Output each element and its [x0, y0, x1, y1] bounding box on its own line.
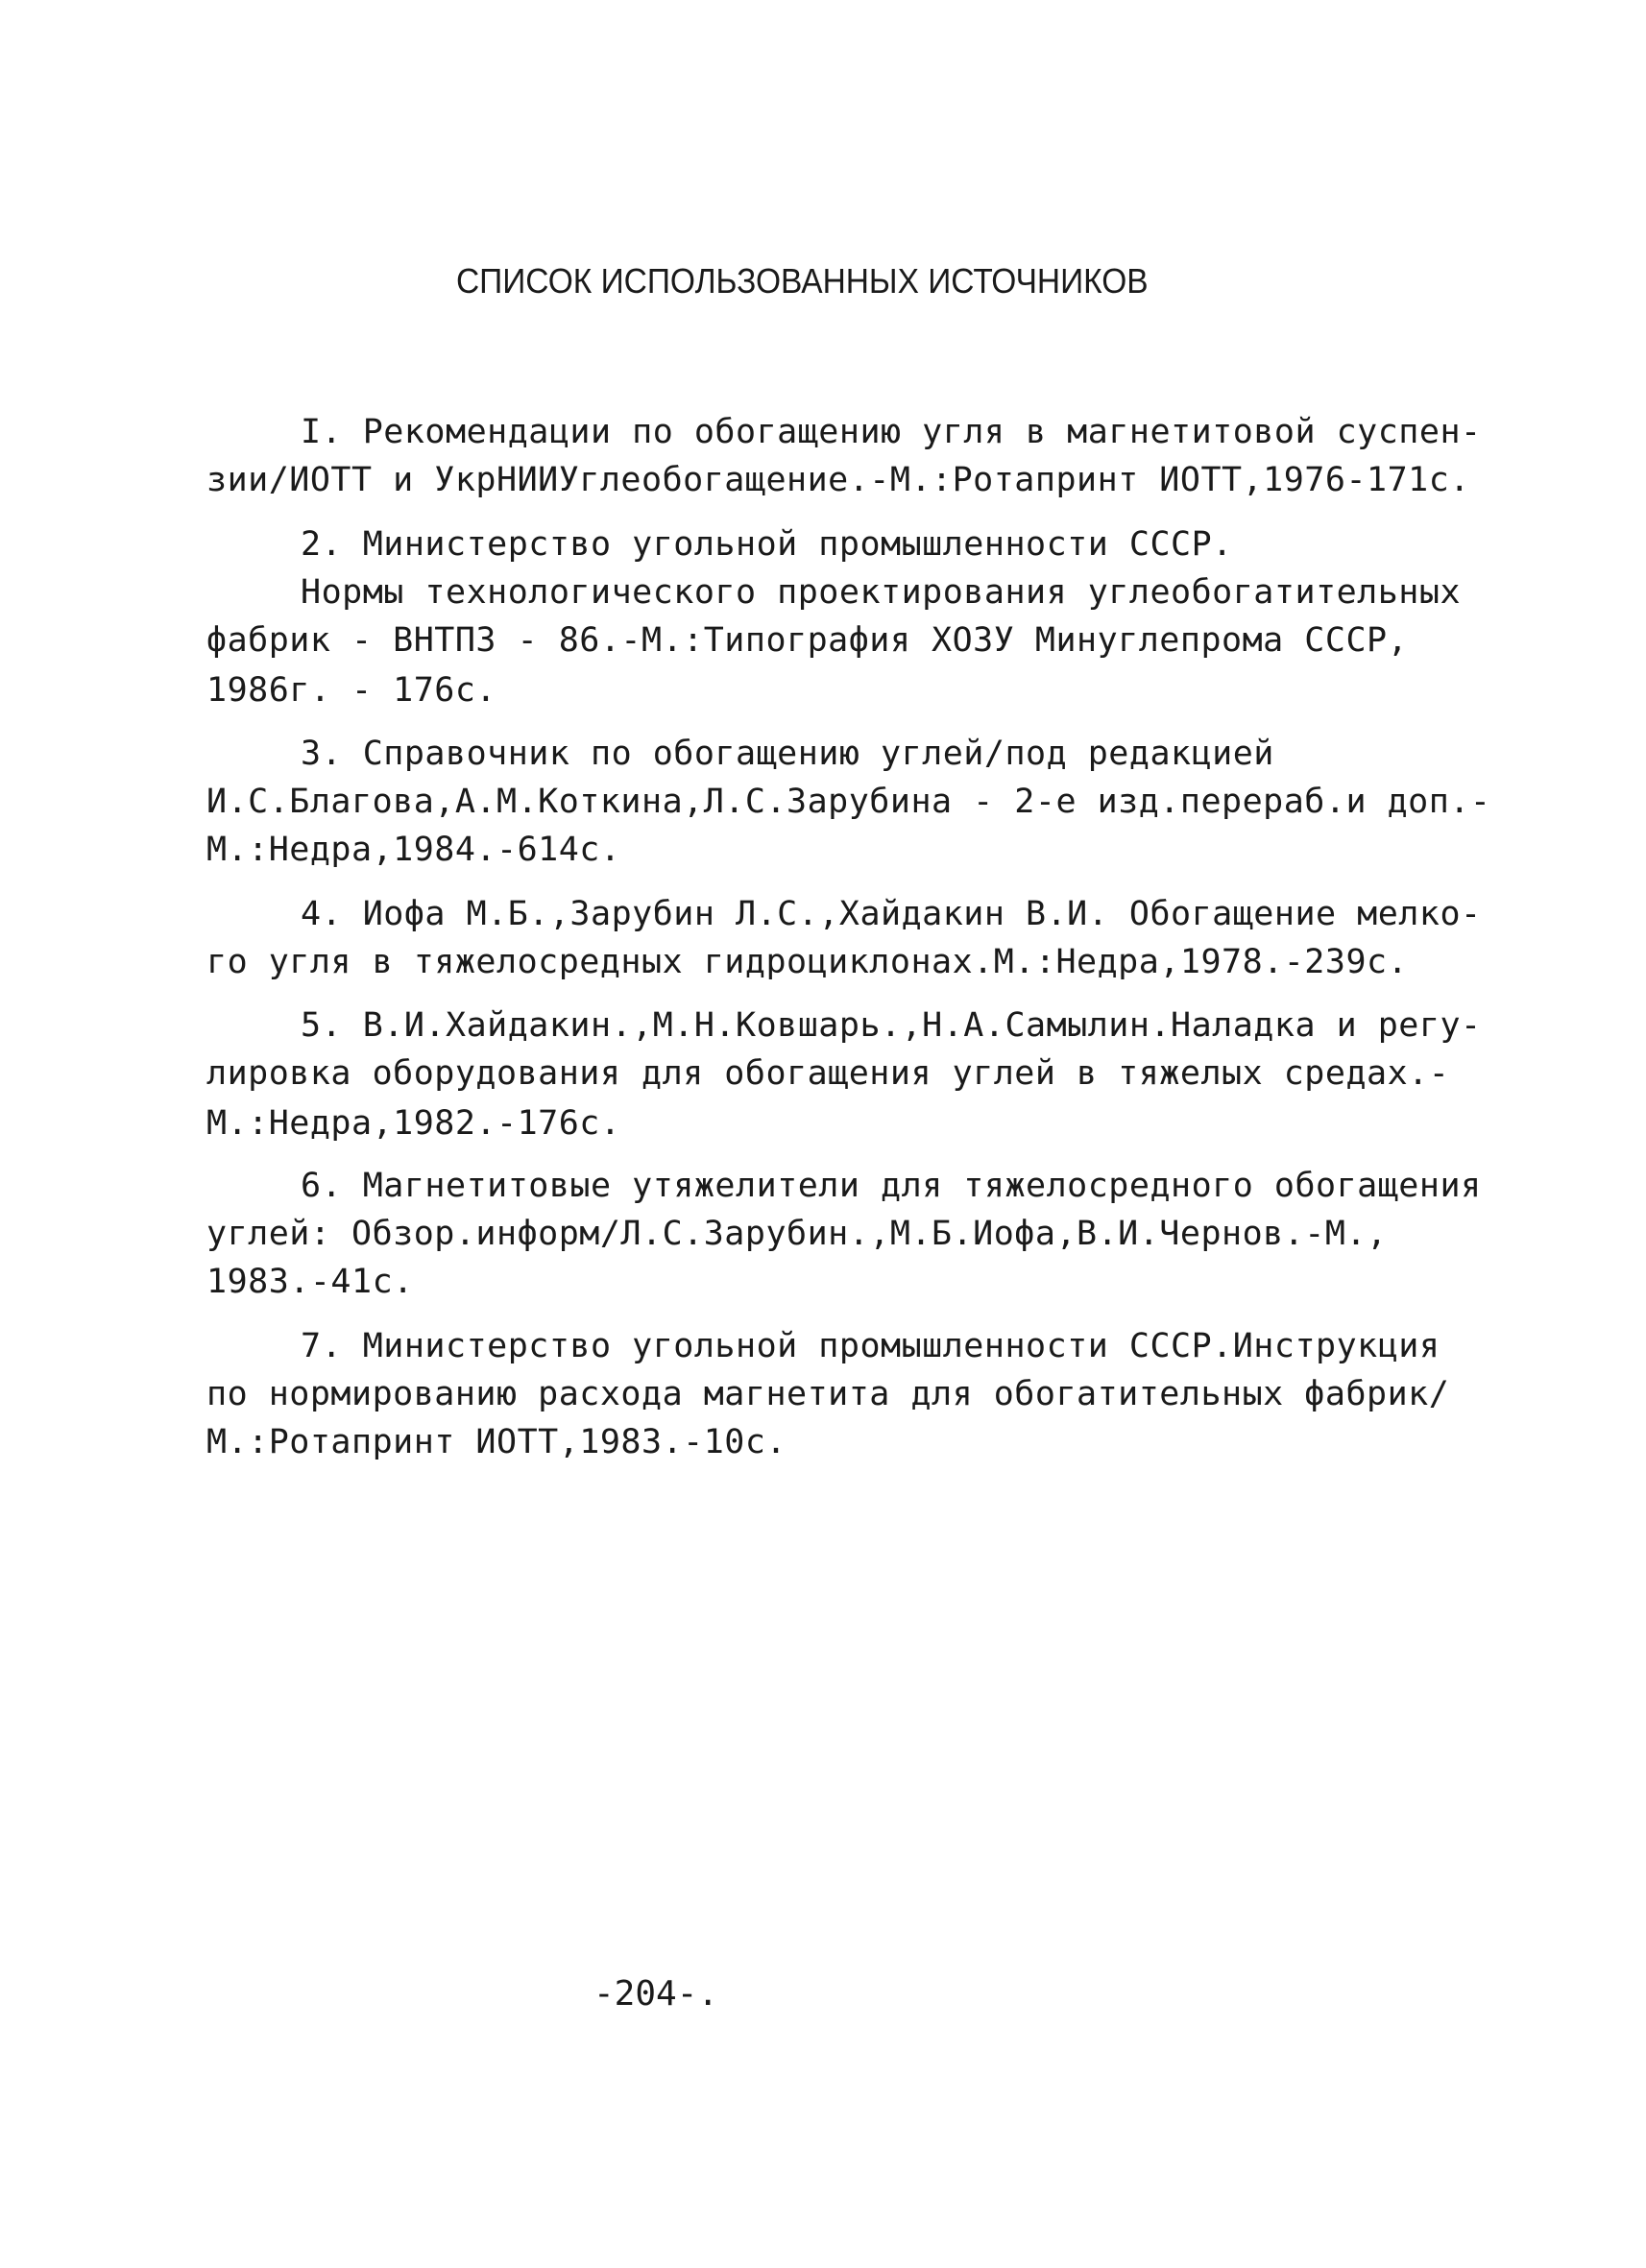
reference-7-line-2: по нормированию расхода магнетита для обогатительных фабрик/ [206, 1375, 1450, 1413]
reference-2-line-1: 2. Министерство угольной промышленности СССР. [301, 525, 1233, 564]
reference-3-line-2: И.С.Благова,А.М.Коткина,Л.С.Зарубина - 2-е изд.перераб.и доп.- [206, 783, 1491, 821]
reference-6-line-1: 6. Магнетитовые утяжелители для тяжелосредного обогащения [301, 1167, 1482, 1205]
reference-6-line-3: 1983.-41с. [206, 1263, 414, 1301]
reference-2-line-3: фабрик - ВНТП3 - 86.-М.:Типография ХОЗУ Минуглепрома СССР, [206, 621, 1409, 660]
reference-5-line-1: 5. В.И.Хайдакин.,М.Н.Ковшарь.,Н.А.Самылин.Наладка и регу- [301, 1006, 1482, 1045]
reference-6-line-2: углей: Обзор.информ/Л.С.Зарубин.,М.Б.Иофа,В.И.Чернов.-М., [206, 1215, 1388, 1253]
reference-3-line-1: 3. Справочник по обогащению углей/под редакцией [301, 735, 1274, 773]
reference-4-line-2: го угля в тяжелосредных гидроциклонах.М.:Недра,1978.-239с. [206, 943, 1409, 981]
reference-7-line-3: М.:Ротапринт ИОТТ,1983.-10с. [206, 1423, 787, 1461]
reference-4-line-1: 4. Иофа М.Б.,Зарубин Л.С.,Хайдакин В.И. Обогащение мелко- [301, 895, 1482, 933]
reference-1-line-1: I. Рекомендации по обогащению угля в магнетитовой суспен- [301, 413, 1482, 451]
reference-1-line-2: зии/ИОТТ и УкрНИИУглеобогащение.-М.:Ротапринт ИОТТ,1976-171с. [206, 461, 1470, 499]
page-title: СПИСОК ИСПОЛЬЗОВАННЫХ ИСТОЧНИКОВ [456, 261, 1149, 301]
reference-5-line-2: лировка оборудования для обогащения углей в тяжелых средах.- [206, 1054, 1450, 1093]
reference-2-line-4: 1986г. - 176с. [206, 671, 497, 710]
reference-2-line-2: Нормы технологического проектирования углеобогатительных [301, 573, 1462, 612]
page-number: -204-. [593, 1974, 719, 2014]
reference-3-line-3: М.:Недра,1984.-614с. [206, 831, 621, 869]
reference-7-line-1: 7. Министерство угольной промышленности СССР.Инструкция [301, 1327, 1440, 1365]
reference-5-line-3: М.:Недра,1982.-176с. [206, 1104, 621, 1143]
